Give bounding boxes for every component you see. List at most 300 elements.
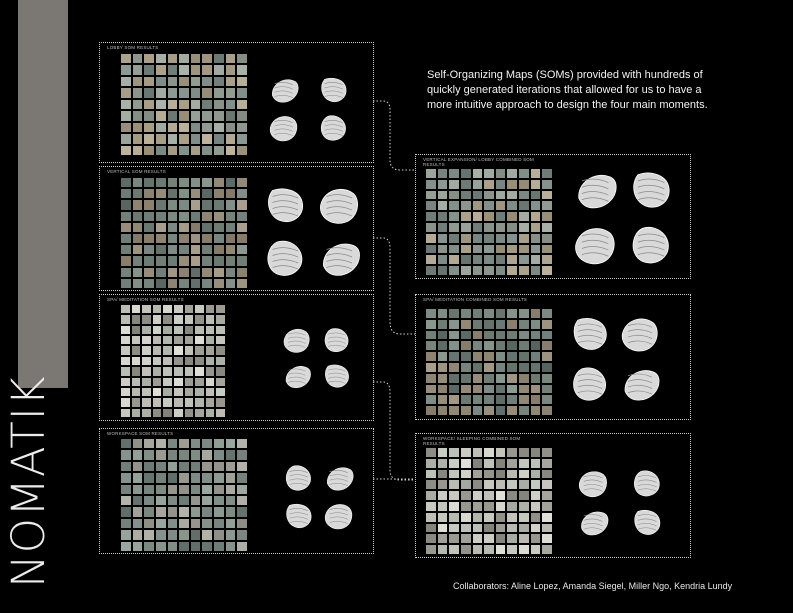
som-grid-thumbnail [484, 320, 494, 329]
som-grid-thumbnail [163, 398, 172, 406]
som-grid-thumbnail [449, 448, 459, 457]
som-grid-thumbnail [156, 473, 166, 482]
form-render [262, 236, 307, 281]
som-grid-thumbnail [426, 374, 436, 383]
som-grid-thumbnail [519, 234, 529, 243]
som-grid-thumbnail [449, 191, 459, 200]
som-grid-thumbnail [179, 134, 189, 143]
som-grid-thumbnail [484, 309, 494, 318]
som-grid-thumbnail [168, 100, 178, 109]
som-grid-thumbnail [156, 212, 166, 221]
som-grid-thumbnail [153, 398, 162, 406]
som-grid-thumbnail [133, 100, 143, 109]
som-grid-thumbnail [507, 448, 517, 457]
som-grid-thumbnail [214, 439, 224, 448]
som-grid-thumbnail [237, 462, 247, 471]
som-grid-thumbnail [226, 279, 236, 288]
som-grid-thumbnail [449, 534, 459, 543]
som-grid-thumbnail [473, 395, 483, 404]
som-grid-thumbnail [237, 450, 247, 459]
som-grid-thumbnail [473, 545, 483, 554]
som-grid-thumbnail [179, 200, 189, 209]
som-grid-thumbnail [519, 513, 529, 522]
som-grid-thumbnail [496, 309, 506, 318]
som-grid-thumbnail [531, 470, 541, 479]
som-grid-thumbnail [519, 524, 529, 533]
som-grid-thumbnail [214, 212, 224, 221]
som-grid-thumbnail [473, 374, 483, 383]
som-grid-thumbnail [168, 542, 178, 551]
som-grid [426, 309, 552, 415]
som-grid-thumbnail [121, 462, 131, 471]
som-grid-thumbnail [507, 341, 517, 350]
som-grid-thumbnail [121, 178, 131, 187]
som-grid-thumbnail [191, 100, 201, 109]
som-grid-thumbnail [163, 357, 172, 365]
som-grid-thumbnail [507, 245, 517, 254]
panel-workspace-sleeping-combined [415, 433, 691, 558]
som-grid-thumbnail [144, 65, 154, 74]
som-grid-thumbnail [214, 542, 224, 551]
som-grid-thumbnail [142, 326, 151, 334]
som-grid-thumbnail [168, 485, 178, 494]
som-grid-thumbnail [202, 462, 212, 471]
som-grid-thumbnail [174, 357, 183, 365]
som-grid-thumbnail [426, 406, 436, 415]
som-grid-thumbnail [121, 268, 131, 277]
som-grid-thumbnail [438, 245, 448, 254]
som-grid-thumbnail [132, 378, 141, 386]
som-grid-thumbnail [438, 352, 448, 361]
som-grid-thumbnail [185, 326, 194, 334]
som-grid-thumbnail [237, 54, 247, 63]
som-grid-thumbnail [237, 256, 247, 265]
som-grid-thumbnail [519, 266, 529, 275]
som-grid-thumbnail [195, 326, 204, 334]
som-grid-thumbnail [484, 341, 494, 350]
som-grid-thumbnail [206, 326, 215, 334]
som-grid-thumbnail [449, 320, 459, 329]
som-grid-thumbnail [142, 367, 151, 375]
som-grid-thumbnail [168, 189, 178, 198]
som-grid-thumbnail [121, 409, 130, 417]
som-grid-thumbnail [226, 212, 236, 221]
som-grid-thumbnail [226, 123, 236, 132]
som-grid-thumbnail [461, 223, 471, 232]
som-grid-thumbnail [542, 201, 552, 210]
som-grid-thumbnail [226, 542, 236, 551]
som-grid-thumbnail [153, 326, 162, 334]
form-render [576, 506, 609, 539]
som-grid-thumbnail [438, 513, 448, 522]
form-render [630, 506, 663, 539]
som-grid-thumbnail [496, 266, 506, 275]
som-grid-thumbnail [121, 450, 131, 459]
som-grid-thumbnail [449, 331, 459, 340]
som-grid-thumbnail [202, 507, 212, 516]
som-grid-thumbnail [185, 346, 194, 354]
som-grid-thumbnail [542, 513, 552, 522]
som-grid-thumbnail [163, 367, 172, 375]
som-grid-thumbnail [174, 346, 183, 354]
form-render [576, 467, 609, 500]
som-grid-thumbnail [438, 534, 448, 543]
som-grid-thumbnail [496, 513, 506, 522]
som-grid-thumbnail [133, 519, 143, 528]
som-grid-thumbnail [191, 146, 201, 155]
som-grid-thumbnail [144, 450, 154, 459]
som-grid-thumbnail [542, 309, 552, 318]
som-grid-thumbnail [484, 545, 494, 554]
som-grid-thumbnail [237, 519, 247, 528]
som-grid-thumbnail [484, 480, 494, 489]
som-grid-thumbnail [438, 255, 448, 264]
som-grid-thumbnail [426, 169, 436, 178]
som-grid-thumbnail [531, 201, 541, 210]
som-grid-thumbnail [449, 545, 459, 554]
som-grid-thumbnail [426, 320, 436, 329]
som-grid-thumbnail [191, 178, 201, 187]
som-grid-thumbnail [144, 530, 154, 539]
som-grid-thumbnail [226, 450, 236, 459]
form-group [258, 179, 366, 285]
som-grid-thumbnail [507, 513, 517, 522]
som-grid-thumbnail [168, 496, 178, 505]
som-grid-thumbnail [133, 245, 143, 254]
som-grid-thumbnail [216, 305, 225, 313]
som-grid-thumbnail [168, 256, 178, 265]
som-grid-thumbnail [142, 336, 151, 344]
som-grid-thumbnail [473, 309, 483, 318]
form-render [627, 167, 674, 214]
som-grid-thumbnail [519, 201, 529, 210]
som-grid-thumbnail [144, 234, 154, 243]
som-grid-thumbnail [168, 178, 178, 187]
som-grid-thumbnail [507, 223, 517, 232]
som-grid-thumbnail [507, 201, 517, 210]
som-grid-thumbnail [426, 480, 436, 489]
som-grid-thumbnail [473, 448, 483, 457]
som-grid-thumbnail [174, 367, 183, 375]
som-grid-thumbnail [226, 88, 236, 97]
som-grid-thumbnail [142, 357, 151, 365]
som-grid-thumbnail [133, 462, 143, 471]
som-grid-thumbnail [195, 388, 204, 396]
som-grid-thumbnail [237, 77, 247, 86]
som-grid-thumbnail [461, 470, 471, 479]
som-grid-thumbnail [168, 223, 178, 232]
som-grid-thumbnail [133, 200, 143, 209]
som-grid-thumbnail [206, 305, 215, 313]
som-grid-thumbnail [133, 77, 143, 86]
som-grid-thumbnail [156, 111, 166, 120]
som-grid-thumbnail [156, 450, 166, 459]
som-grid-thumbnail [121, 212, 131, 221]
som-grid-thumbnail [473, 266, 483, 275]
som-grid-thumbnail [121, 439, 131, 448]
som-grid-thumbnail [542, 169, 552, 178]
som-grid-thumbnail [438, 180, 448, 189]
som-grid-thumbnail [507, 491, 517, 500]
som-grid-thumbnail [121, 77, 131, 86]
som-grid-thumbnail [507, 385, 517, 394]
som-grid-thumbnail [237, 189, 247, 198]
som-grid-thumbnail [133, 507, 143, 516]
som-grid-thumbnail [202, 212, 212, 221]
som-grid-thumbnail [531, 352, 541, 361]
som-grid-thumbnail [179, 189, 189, 198]
som-grid-thumbnail [195, 357, 204, 365]
panel-label: SPA/ MEDITATION COMBINED SOM RESULTS [423, 297, 528, 302]
som-grid-thumbnail [438, 406, 448, 415]
som-grid-thumbnail [531, 320, 541, 329]
som-grid-thumbnail [484, 180, 494, 189]
som-grid-thumbnail [202, 530, 212, 539]
som-grid-thumbnail [484, 491, 494, 500]
som-grid-thumbnail [121, 507, 131, 516]
som-grid-thumbnail [496, 406, 506, 415]
som-grid-thumbnail [144, 268, 154, 277]
som-grid-thumbnail [202, 200, 212, 209]
som-grid-thumbnail [226, 256, 236, 265]
som-grid-thumbnail [426, 223, 436, 232]
form-render [262, 183, 307, 228]
som-grid-thumbnail [507, 480, 517, 489]
form-render [571, 222, 618, 269]
som-grid-thumbnail [473, 255, 483, 264]
som-grid-thumbnail [142, 388, 151, 396]
som-grid-thumbnail [179, 77, 189, 86]
som-grid-thumbnail [426, 395, 436, 404]
som-grid-thumbnail [156, 496, 166, 505]
som-grid-thumbnail [237, 507, 247, 516]
som-grid-thumbnail [519, 169, 529, 178]
som-grid-thumbnail [202, 134, 212, 143]
som-grid-thumbnail [484, 169, 494, 178]
som-grid-thumbnail [156, 65, 166, 74]
som-grid-thumbnail [484, 534, 494, 543]
som-grid-thumbnail [531, 255, 541, 264]
som-grid-thumbnail [191, 88, 201, 97]
som-grid-thumbnail [507, 374, 517, 383]
som-grid-thumbnail [461, 234, 471, 243]
som-grid-thumbnail [226, 134, 236, 143]
som-grid-thumbnail [542, 180, 552, 189]
som-grid-thumbnail [496, 212, 506, 221]
som-grid-thumbnail [542, 448, 552, 457]
som-grid-thumbnail [214, 485, 224, 494]
som-grid-thumbnail [519, 448, 529, 457]
som-grid-thumbnail [214, 100, 224, 109]
som-grid-thumbnail [449, 201, 459, 210]
som-grid-thumbnail [542, 395, 552, 404]
som-grid-thumbnail [438, 524, 448, 533]
som-grid-thumbnail [461, 513, 471, 522]
som-grid-thumbnail [156, 542, 166, 551]
som-grid-thumbnail [461, 245, 471, 254]
som-grid-thumbnail [531, 180, 541, 189]
som-grid-thumbnail [226, 485, 236, 494]
som-grid-thumbnail [195, 346, 204, 354]
som-grid-thumbnail [484, 395, 494, 404]
som-grid-thumbnail [237, 65, 247, 74]
panel-label: SPA/ MEDITATION SOM RESULTS [107, 297, 184, 302]
som-grid-thumbnail [156, 256, 166, 265]
som-grid-thumbnail [133, 65, 143, 74]
som-grid-thumbnail [163, 388, 172, 396]
som-grid-thumbnail [156, 530, 166, 539]
som-grid-thumbnail [168, 268, 178, 277]
som-grid-thumbnail [542, 352, 552, 361]
som-grid-thumbnail [133, 256, 143, 265]
som-grid-thumbnail [168, 507, 178, 516]
som-grid-thumbnail [473, 513, 483, 522]
som-grid-thumbnail [426, 459, 436, 468]
som-grid-thumbnail [156, 279, 166, 288]
som-grid-thumbnail [174, 378, 183, 386]
som-grid-thumbnail [179, 473, 189, 482]
som-grid-thumbnail [507, 406, 517, 415]
som-grid-thumbnail [163, 409, 172, 417]
som-grid-thumbnail [507, 320, 517, 329]
som-grid-thumbnail [473, 502, 483, 511]
form-render [281, 325, 312, 356]
som-grid-thumbnail [438, 309, 448, 318]
som-grid-thumbnail [226, 268, 236, 277]
som-grid-thumbnail [206, 409, 215, 417]
som-grid-thumbnail [226, 519, 236, 528]
som-grid-thumbnail [202, 65, 212, 74]
som-grid-thumbnail [237, 100, 247, 109]
som-grid-thumbnail [449, 363, 459, 372]
form-render [630, 467, 663, 500]
som-grid-thumbnail [507, 470, 517, 479]
som-grid-thumbnail [542, 191, 552, 200]
som-grid-thumbnail [156, 507, 166, 516]
som-grid-thumbnail [191, 256, 201, 265]
som-grid-thumbnail [142, 409, 151, 417]
som-grid-thumbnail [507, 266, 517, 275]
som-grid-thumbnail [496, 395, 506, 404]
som-grid-thumbnail [121, 336, 130, 344]
som-grid-thumbnail [237, 178, 247, 187]
som-grid-thumbnail [133, 279, 143, 288]
som-grid-thumbnail [191, 485, 201, 494]
form-render [618, 363, 661, 406]
som-grid-thumbnail [142, 378, 151, 386]
som-grid-thumbnail [133, 178, 143, 187]
som-grid-thumbnail [144, 485, 154, 494]
som-grid-thumbnail [438, 266, 448, 275]
som-grid-thumbnail [473, 191, 483, 200]
som-grid-thumbnail [496, 363, 506, 372]
som-grid-thumbnail [133, 111, 143, 120]
som-grid-thumbnail [496, 385, 506, 394]
som-grid-thumbnail [214, 473, 224, 482]
som-grid-thumbnail [179, 65, 189, 74]
som-grid-thumbnail [496, 524, 506, 533]
som-grid-thumbnail [449, 395, 459, 404]
som-grid-thumbnail [484, 363, 494, 372]
form-render [627, 222, 674, 269]
form-render [282, 500, 314, 532]
som-grid-thumbnail [226, 507, 236, 516]
form-render [322, 462, 354, 494]
som-grid-thumbnail [216, 378, 225, 386]
som-grid-thumbnail [531, 212, 541, 221]
som-grid [121, 305, 225, 417]
som-grid-thumbnail [519, 385, 529, 394]
som-grid-thumbnail [216, 315, 225, 323]
som-grid-thumbnail [438, 385, 448, 394]
som-grid-thumbnail [226, 223, 236, 232]
som-grid-thumbnail [202, 146, 212, 155]
som-grid-thumbnail [519, 223, 529, 232]
som-grid-thumbnail [216, 336, 225, 344]
som-grid-thumbnail [144, 462, 154, 471]
som-grid-thumbnail [214, 462, 224, 471]
som-grid-thumbnail [156, 439, 166, 448]
som-grid-thumbnail [214, 123, 224, 132]
som-grid-thumbnail [179, 542, 189, 551]
som-grid-thumbnail [496, 470, 506, 479]
som-grid-thumbnail [449, 480, 459, 489]
som-grid-thumbnail [426, 470, 436, 479]
som-grid-thumbnail [449, 374, 459, 383]
som-grid-thumbnail [168, 65, 178, 74]
som-grid-thumbnail [202, 178, 212, 187]
som-grid-thumbnail [144, 519, 154, 528]
som-grid-thumbnail [191, 473, 201, 482]
som-grid-thumbnail [438, 341, 448, 350]
som-grid-thumbnail [191, 279, 201, 288]
som-grid-thumbnail [195, 315, 204, 323]
som-grid-thumbnail [449, 341, 459, 350]
page-title: NOMATIK [2, 375, 55, 588]
som-grid-thumbnail [496, 201, 506, 210]
som-grid-thumbnail [156, 268, 166, 277]
som-grid-thumbnail [191, 134, 201, 143]
som-grid-thumbnail [484, 234, 494, 243]
som-grid-thumbnail [216, 346, 225, 354]
som-grid-thumbnail [121, 279, 131, 288]
som-grid-thumbnail [426, 201, 436, 210]
som-grid-thumbnail [121, 326, 130, 334]
som-grid-thumbnail [461, 545, 471, 554]
som-grid-thumbnail [484, 470, 494, 479]
som-grid-thumbnail [542, 245, 552, 254]
som-grid-thumbnail [191, 200, 201, 209]
som-grid-thumbnail [426, 180, 436, 189]
som-grid-thumbnail [153, 378, 162, 386]
som-grid-thumbnail [121, 134, 131, 143]
som-grid-thumbnail [202, 77, 212, 86]
som-grid-thumbnail [195, 305, 204, 313]
som-grid-thumbnail [133, 212, 143, 221]
som-grid-thumbnail [144, 245, 154, 254]
collaborators-credit: Collaborators: Aline Lopez, Amanda Siegel, Miller Ngo, Kendria Lundy [453, 581, 733, 591]
som-grid-thumbnail [132, 398, 141, 406]
form-render [568, 363, 611, 406]
som-grid-thumbnail [461, 201, 471, 210]
som-grid-thumbnail [496, 234, 506, 243]
som-grid-thumbnail [191, 123, 201, 132]
som-grid-thumbnail [507, 234, 517, 243]
som-grid-thumbnail [473, 180, 483, 189]
som-grid-thumbnail [179, 54, 189, 63]
som-grid-thumbnail [496, 448, 506, 457]
som-grid-thumbnail [179, 256, 189, 265]
